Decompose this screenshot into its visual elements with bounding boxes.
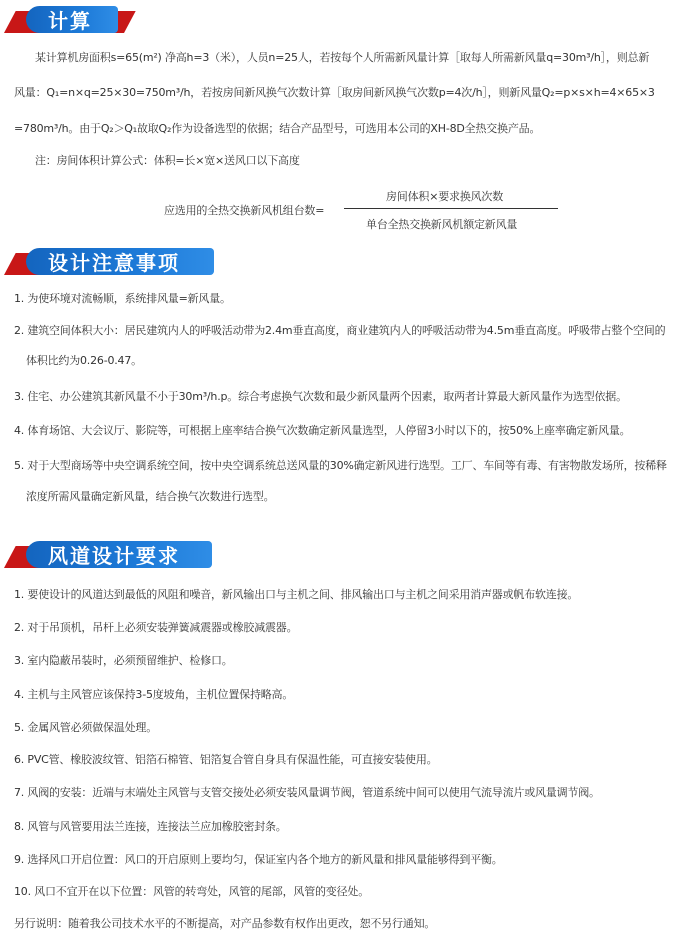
section-title-duct: 风道设计要求 [48,544,180,568]
note-5: 5. 对于大型商场等中央空调系统空间，按中央空调系统总送风量的30%确定新风进行选型。工厂、车间等有毒、有害物散发场所，按稀释 [14,459,667,472]
duct-9: 9. 选择风口开启位置：风口的开启原则上要均匀，保证室内各个地方的新风量和排风量能够得到平衡。 [14,853,503,866]
duct-8: 8. 风管与风管要用法兰连接，连接法兰应加橡胶密封条。 [14,820,287,833]
formula-left: 应选用的全热交换新风机组台数= [164,204,325,217]
note-1: 1. 为使环境对流畅顺，系统排风量=新风量。 [14,292,231,305]
duct-7: 7. 风阀的安装：近端与末端处主风管与支管交接处必须安装风量调节阀，管道系统中间可以使用气流导流片或风量调节阀。 [14,786,600,799]
duct-2: 2. 对于吊顶机，吊杆上必须安装弹簧减震器或橡胶减震器。 [14,621,298,634]
note-5-cont: 浓度所需风量确定新风量，结合换气次数进行选型。 [26,490,275,503]
duct-3: 3. 室内隐蔽吊装时，必须预留维护、检修口。 [14,654,233,667]
calc-line-1: 某计算机房面积s=65(m²) 净高h=3（米），人员n=25人，若按每个人所需新风量计算［取每人所需新风量q=30m³/h］，则总新 [35,51,650,64]
section-header-duct [4,541,254,569]
formula-numerator: 房间体积×要求换风次数 [386,190,504,203]
section-header-calc [4,6,204,34]
disclaimer: 另行说明：随着我公司技术水平的不断提高，对产品参数有权作出更改，恕不另行通知。 [14,917,436,930]
section-title-notes: 设计注意事项 [48,251,180,275]
duct-6: 6. PVC管、橡胶波纹管、铝箔石棉管、铝箔复合管自身具有保温性能，可直接安装使用。 [14,753,438,766]
note-4: 4. 体育场馆、大会议厅、影院等，可根据上座率结合换气次数确定新风量选型，人停留3小时以下的，按50%上座率确定新风量。 [14,424,631,437]
section-title-calc: 计算 [48,9,92,33]
calc-line-2: 风量：Q₁=n×q=25×30=750m³/h，若按房间新风换气次数计算［取房间新风换气次数p=4次/h］，则新风量Q₂=p×s×h=4×65×3 [14,86,655,99]
note-2-cont: 体积比约为0.26-0.47。 [26,354,142,367]
calc-line-3: =780m³/h。由于Q₂＞Q₁故取Q₂作为设备选型的依据；结合产品型号，可选用本公司的XH-8D全热交换产品。 [14,122,541,135]
note-2: 2. 建筑空间体积大小：居民建筑内人的呼吸活动带为2.4m垂直高度，商业建筑内人的呼吸活动带为4.5m垂直高度。呼吸带占整个空间的 [14,324,666,337]
duct-1: 1. 要使设计的风道达到最低的风阻和噪音，新风输出口与主机之间、排风输出口与主机之间采用消声器或帆布软连接。 [14,588,579,601]
note-3: 3. 住宅、办公建筑其新风量不小于30m³/h.p。综合考虑换气次数和最少新风量两个因素，取两者计算最大新风量作为选型依据。 [14,390,627,403]
duct-10: 10. 风口不宜开在以下位置：风管的转弯处，风管的尾部，风管的变径处。 [14,885,369,898]
formula-denominator: 单台全热交换新风机额定新风量 [366,218,518,231]
formula-fraction-line [344,208,558,209]
section-header-notes [4,248,254,276]
duct-4: 4. 主机与主风管应该保持3-5度坡角，主机位置保持略高。 [14,688,294,701]
duct-5: 5. 金属风管必须做保温处理。 [14,721,157,734]
calc-note: 注：房间体积计算公式：体积=长×宽×送风口以下高度 [35,154,300,167]
